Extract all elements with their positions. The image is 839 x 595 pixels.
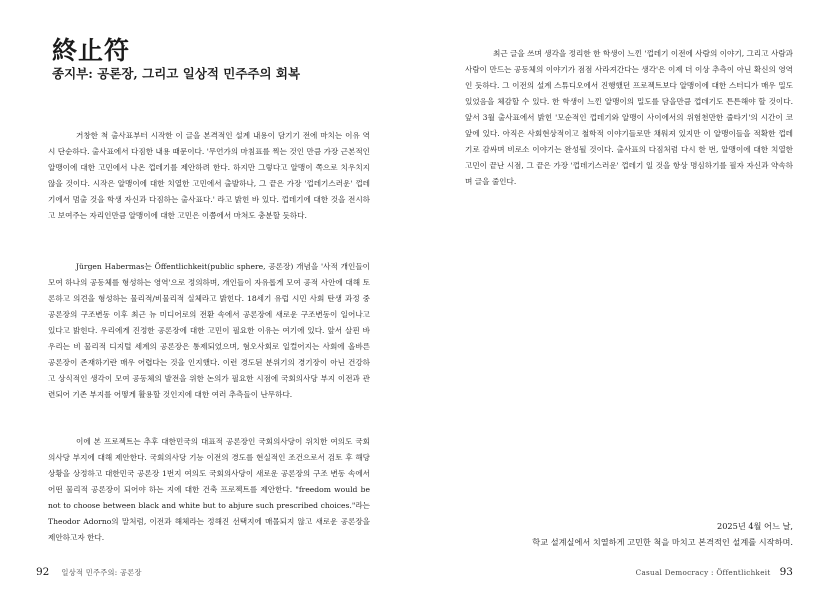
body-paragraph-1: 거창한 척 출사표부터 시작한 이 글을 본격적인 설계 내용이 담기기 전에 마치는 이유 역시 단순하다. 출사표에서 다짐한 내용 때문이다. '무언가의 마침표를 찍는 것인 만큼 가장 근본적인 알맹이에 대한 고민에서 나온 껍데기를 제안하려 한다. 하지만 그렇다고 알맹이 쪽으로 치우치지 않을 것이다. 시작은 알맹이에 대한 치열한 고민에서 출발하나, 그 끝은 가장 '껍데기스러운' 껍데기에서 멈출 것을 학생 자신과 다짐하는 출사표다.' 라고 밝힌 바 있다. 껍데기에 대한 것을 전시하고 보여주는 자리인만큼 알맹이에 대한 고민은 이쯤에서 마쳐도 충분할 듯하다. [48, 131, 370, 220]
left-folio [36, 566, 142, 578]
left-page [0, 0, 419, 595]
right-page [420, 0, 839, 595]
page-number: 93 [779, 566, 793, 578]
body-paragraph-3: 이에 본 프로젝트는 추후 대한민국의 대표적 공론장인 국회의사당이 위치한 여의도 국회의사당 부지에 대해 제안한다. 국회의사당 기능 이전의 경도를 현실적인 조건으로서 검토 후 해당 상황을 상정하고 대한민국 공론장 1번지 여의도 국회의사당이 새로운 공론장의 구조 변동 속에서 어떤 물리적 공론장이 되어야 하는 지에 대한 건축 프로젝트를 제안한다. "freedom would be not to choose between black and white but to abjure such prescribed choices."라는 Theodor Adorno의 말처럼, 이전과 해체라는 정해진 선택지에 매몰되지 않고 새로운 공론장을 제안하고자 한다. [48, 437, 370, 542]
body-paragraph-closing: 최근 글을 쓰며 생각을 정리한 한 학생이 느낀 '껍데기 이전에 사람의 이야기, 그리고 사람과 사람이 만드는 공동체의 이야기가 점점 사라져간다는 생각'은 이제 더 이상 추측이 아닌 확신의 영역인 듯하다. 그 이전의 설계 스튜디오에서 진행했던 프로젝트보다 알맹이에 대한 스터디가 매우 밀도 있었음을 체감할 수 있다. 한 학생이 느낀 알맹이의 밀도를 담을만큼 껍데기도 튼튼해야 할 것이다. 앞서 3월 출사표에서 밝힌 '모순적인 껍데기와 알맹이 사이에서의 위험천만한 줄타기'의 시간이 코 앞에 있다. 아직은 사회현상적이고 철학적 이야기들로만 채워져 있지만 이 알맹이들을 적확한 껍데기로 감싸며 비로소 이야기는 완성될 것이다. 출사표의 다짐처럼 다시 한 번, 알맹이에 대한 치열한 고민이 끝난 시점, 그 끝은 가장 '껍데기스러운' 껍데기 일 것을 항상 명심하기를 필자 자신과 약속하며 글을 줄인다. [465, 49, 793, 186]
chapter-subtitle: 종지부: 공론장, 그리고 일상적 민주주의 회복 [52, 66, 301, 81]
page-number: 92 [36, 566, 50, 578]
sign-off-date: 2025년 4월 어느 날, [716, 521, 793, 531]
right-folio [636, 566, 793, 578]
sign-off-line: 학교 설계실에서 치열하게 고민한 척을 마치고 본격적인 설계를 시작하며. [532, 537, 793, 547]
running-head: Casual Democracy : Öffentlichkeit [635, 568, 771, 577]
chapter-title: 終止符 [52, 36, 131, 65]
running-head: 일상적 민주주의: 공론장 [61, 568, 142, 577]
body-paragraph-2: Jürgen Habermas는 Öffentlichkeit(public sphere, 공론장) 개념을 '사적 개인들이 모여 하나의 공동체를 형성하는 영역'으로 정의하며, 개인들이 자유롭게 모여 공적 사안에 대해 토론하고 의견을 형성하는 물리적/비물리적 실체라고 밝힌다. 18세기 유럽 시민 사회 탄생 과정 중 공론장의 구조변동 이후 최근 뉴 미디어로의 전환 속에서 공론장에 새로운 구조변동이 일어나고 있다고 밝힌다. 우리에게 진정한 공론장에 대한 고민이 필요한 이유는 여기에 있다. 앞서 살핀 바 우리는 비 물리적 디지털 세계의 공론장은 통제되었으며, 혐오사회로 일컬어지는 사회에 올바른 공론장이 존재하기란 매우 어렵다는 것을 인지했다. 이런 경도된 분위기의 경기장이 아닌 건강하고 상식적인 생각이 모여 공동체의 발전을 위한 논의가 필요한 시점에 국회의사당 부지 이전과 관련되어 기존 부지를 어떻게 활용할 것인지에 대한 여러 추측들이 난무하다. [48, 262, 370, 399]
